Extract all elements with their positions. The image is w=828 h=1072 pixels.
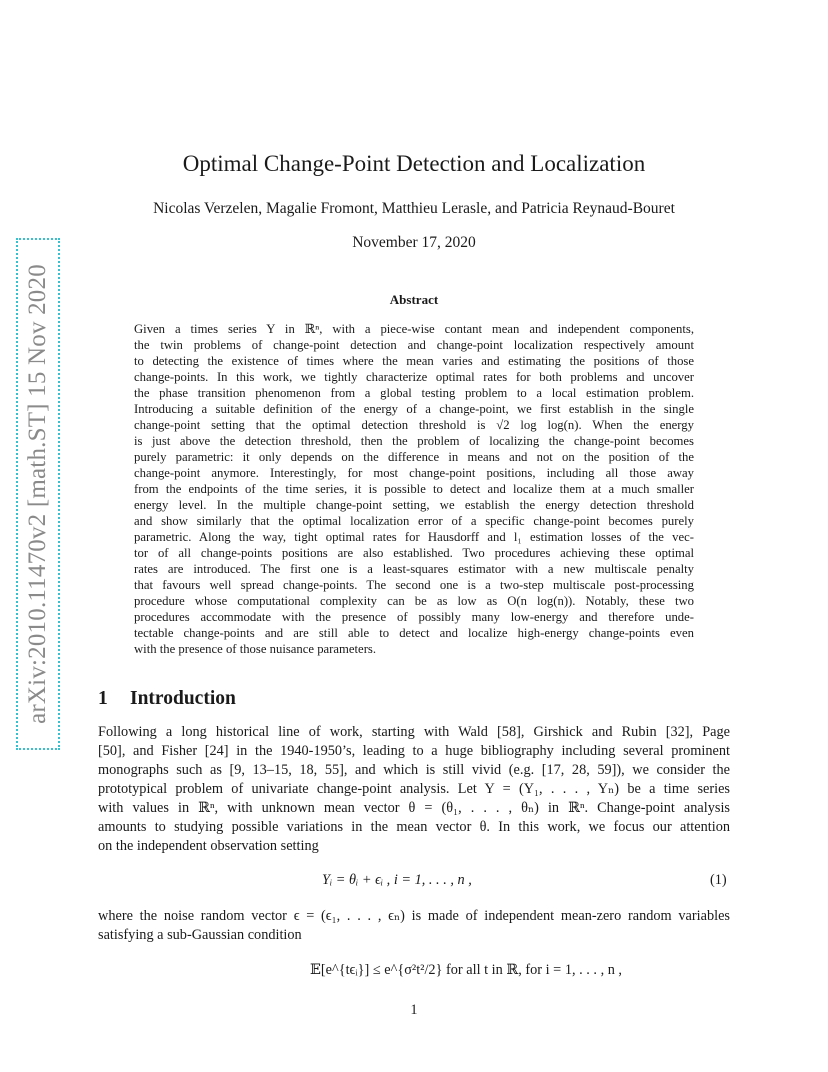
abstract-line: procedures accommodate with the presence of possibly many low-energy and therefore unde- — [134, 610, 694, 624]
abstract-line: change-points. In this work, we tightly characterize optimal rates for both problems and uncover — [134, 370, 694, 384]
abstract-heading: Abstract — [389, 292, 439, 307]
abstract-line: parametric. Along the way, tight optimal rates for Hausdorff and l₁ estimation losses of the vec- — [134, 530, 694, 544]
abstract-line: and show similarly that the optimal localization error of a specific change-point becomes purely — [134, 514, 694, 528]
noise-line: satisfying a sub-Gaussian condition — [98, 927, 302, 943]
paper-authors: Nicolas Verzelen, Magalie Fromont, Matthieu Lerasle, and Patricia Reynaud-Bouret — [153, 200, 675, 217]
noise-line: where the noise random vector ϵ = (ϵ₁, . . . , ϵₙ) is made of independent mean-zero random variables — [98, 908, 730, 924]
abstract-line: from the endpoints of the time series, it is possible to detect and localize them at a much smaller — [134, 482, 694, 496]
arxiv-identifier: arXiv:2010.11470v2 [math.ST] 15 Nov 2020 — [24, 264, 51, 724]
equation-1: Yᵢ = θᵢ + ϵᵢ , i = 1, . . . , n , — [322, 872, 472, 888]
abstract-line: purely parametric: it only depends on the difference in means and not on the position of the — [134, 450, 694, 464]
abstract-line: is just above the detection threshold, then the problem of localizing the change-point becomes — [134, 434, 694, 448]
abstract-line: change-point anymore. Interestingly, for most change-point positions, including all those away — [134, 466, 694, 480]
abstract-line: Introducing a suitable definition of the energy of a change-point, we first establish in the single — [134, 402, 694, 416]
abstract-line: procedure whose computational complexity can be as low as O(n log(n)). Notably, these two — [134, 594, 694, 608]
abstract-line: tectable change-points and are still able to detect and localize high-energy change-points even — [134, 626, 694, 640]
intro-line: [50], and Fisher [24] in the 1940-1950’s, leading to a huge bibliography including several prominent — [98, 743, 730, 759]
intro-line: prototypical problem of univariate change-point analysis. Let Y = (Y₁, . . . , Yₙ) be a time series — [98, 781, 730, 797]
section-title: Introduction — [130, 688, 236, 709]
page-number: 1 — [410, 1002, 418, 1018]
paper-title: Optimal Change-Point Detection and Localization — [182, 151, 646, 176]
arxiv-stamp — [16, 238, 60, 750]
intro-line: Following a long historical line of work, starting with Wald [58], Girshick and Rubin [32], Page — [98, 724, 730, 740]
abstract-line: change-point setting that the optimal detection threshold is √2 log log(n). When the energy — [134, 418, 694, 432]
intro-line: with values in ℝⁿ, with unknown mean vector θ = (θ₁, . . . , θₙ) in ℝⁿ. Change-point analysis — [98, 800, 730, 816]
abstract-line: the phase transition phenomenon from a global testing problem to a local estimation problem. — [134, 386, 694, 400]
abstract-line: the twin problems of change-point detection and change-point localization respectively amount — [134, 338, 694, 352]
equation-1-number: (1) — [710, 872, 727, 888]
abstract-line: that favours well spread change-points. The second one is a two-step multiscale post-processing — [134, 578, 694, 592]
abstract-line: tor of all change-points positions are also established. Two procedures achieving these optimal — [134, 546, 694, 560]
abstract-line: rates are introduced. The first one is a least-squares estimator with a new multiscale penalty — [134, 562, 694, 576]
equation-2: 𝔼[e^{tϵᵢ}] ≤ e^{σ²t²/2} for all t in ℝ, for i = 1, . . . , n , — [310, 962, 623, 978]
abstract-line: with the presence of those nuisance parameters. — [134, 642, 377, 656]
intro-line: amounts to studying possible variations in the mean vector θ. In this work, we focus our attention — [98, 819, 730, 835]
intro-line: on the independent observation setting — [98, 838, 319, 854]
section-number: 1 — [98, 688, 108, 709]
abstract-line: to detecting the existence of times where the mean varies and estimating the positions of those — [134, 354, 694, 368]
abstract-line: energy level. In the multiple change-point setting, we establish the energy detection threshold — [134, 498, 694, 512]
intro-line: monographs such as [9, 13–15, 18, 55], and which is still vivid (e.g. [17, 28, 59]), we consider the — [98, 762, 730, 778]
paper-date: November 17, 2020 — [352, 234, 476, 251]
abstract-line: Given a times series Y in ℝⁿ, with a piece-wise contant mean and independent components, — [134, 322, 694, 336]
